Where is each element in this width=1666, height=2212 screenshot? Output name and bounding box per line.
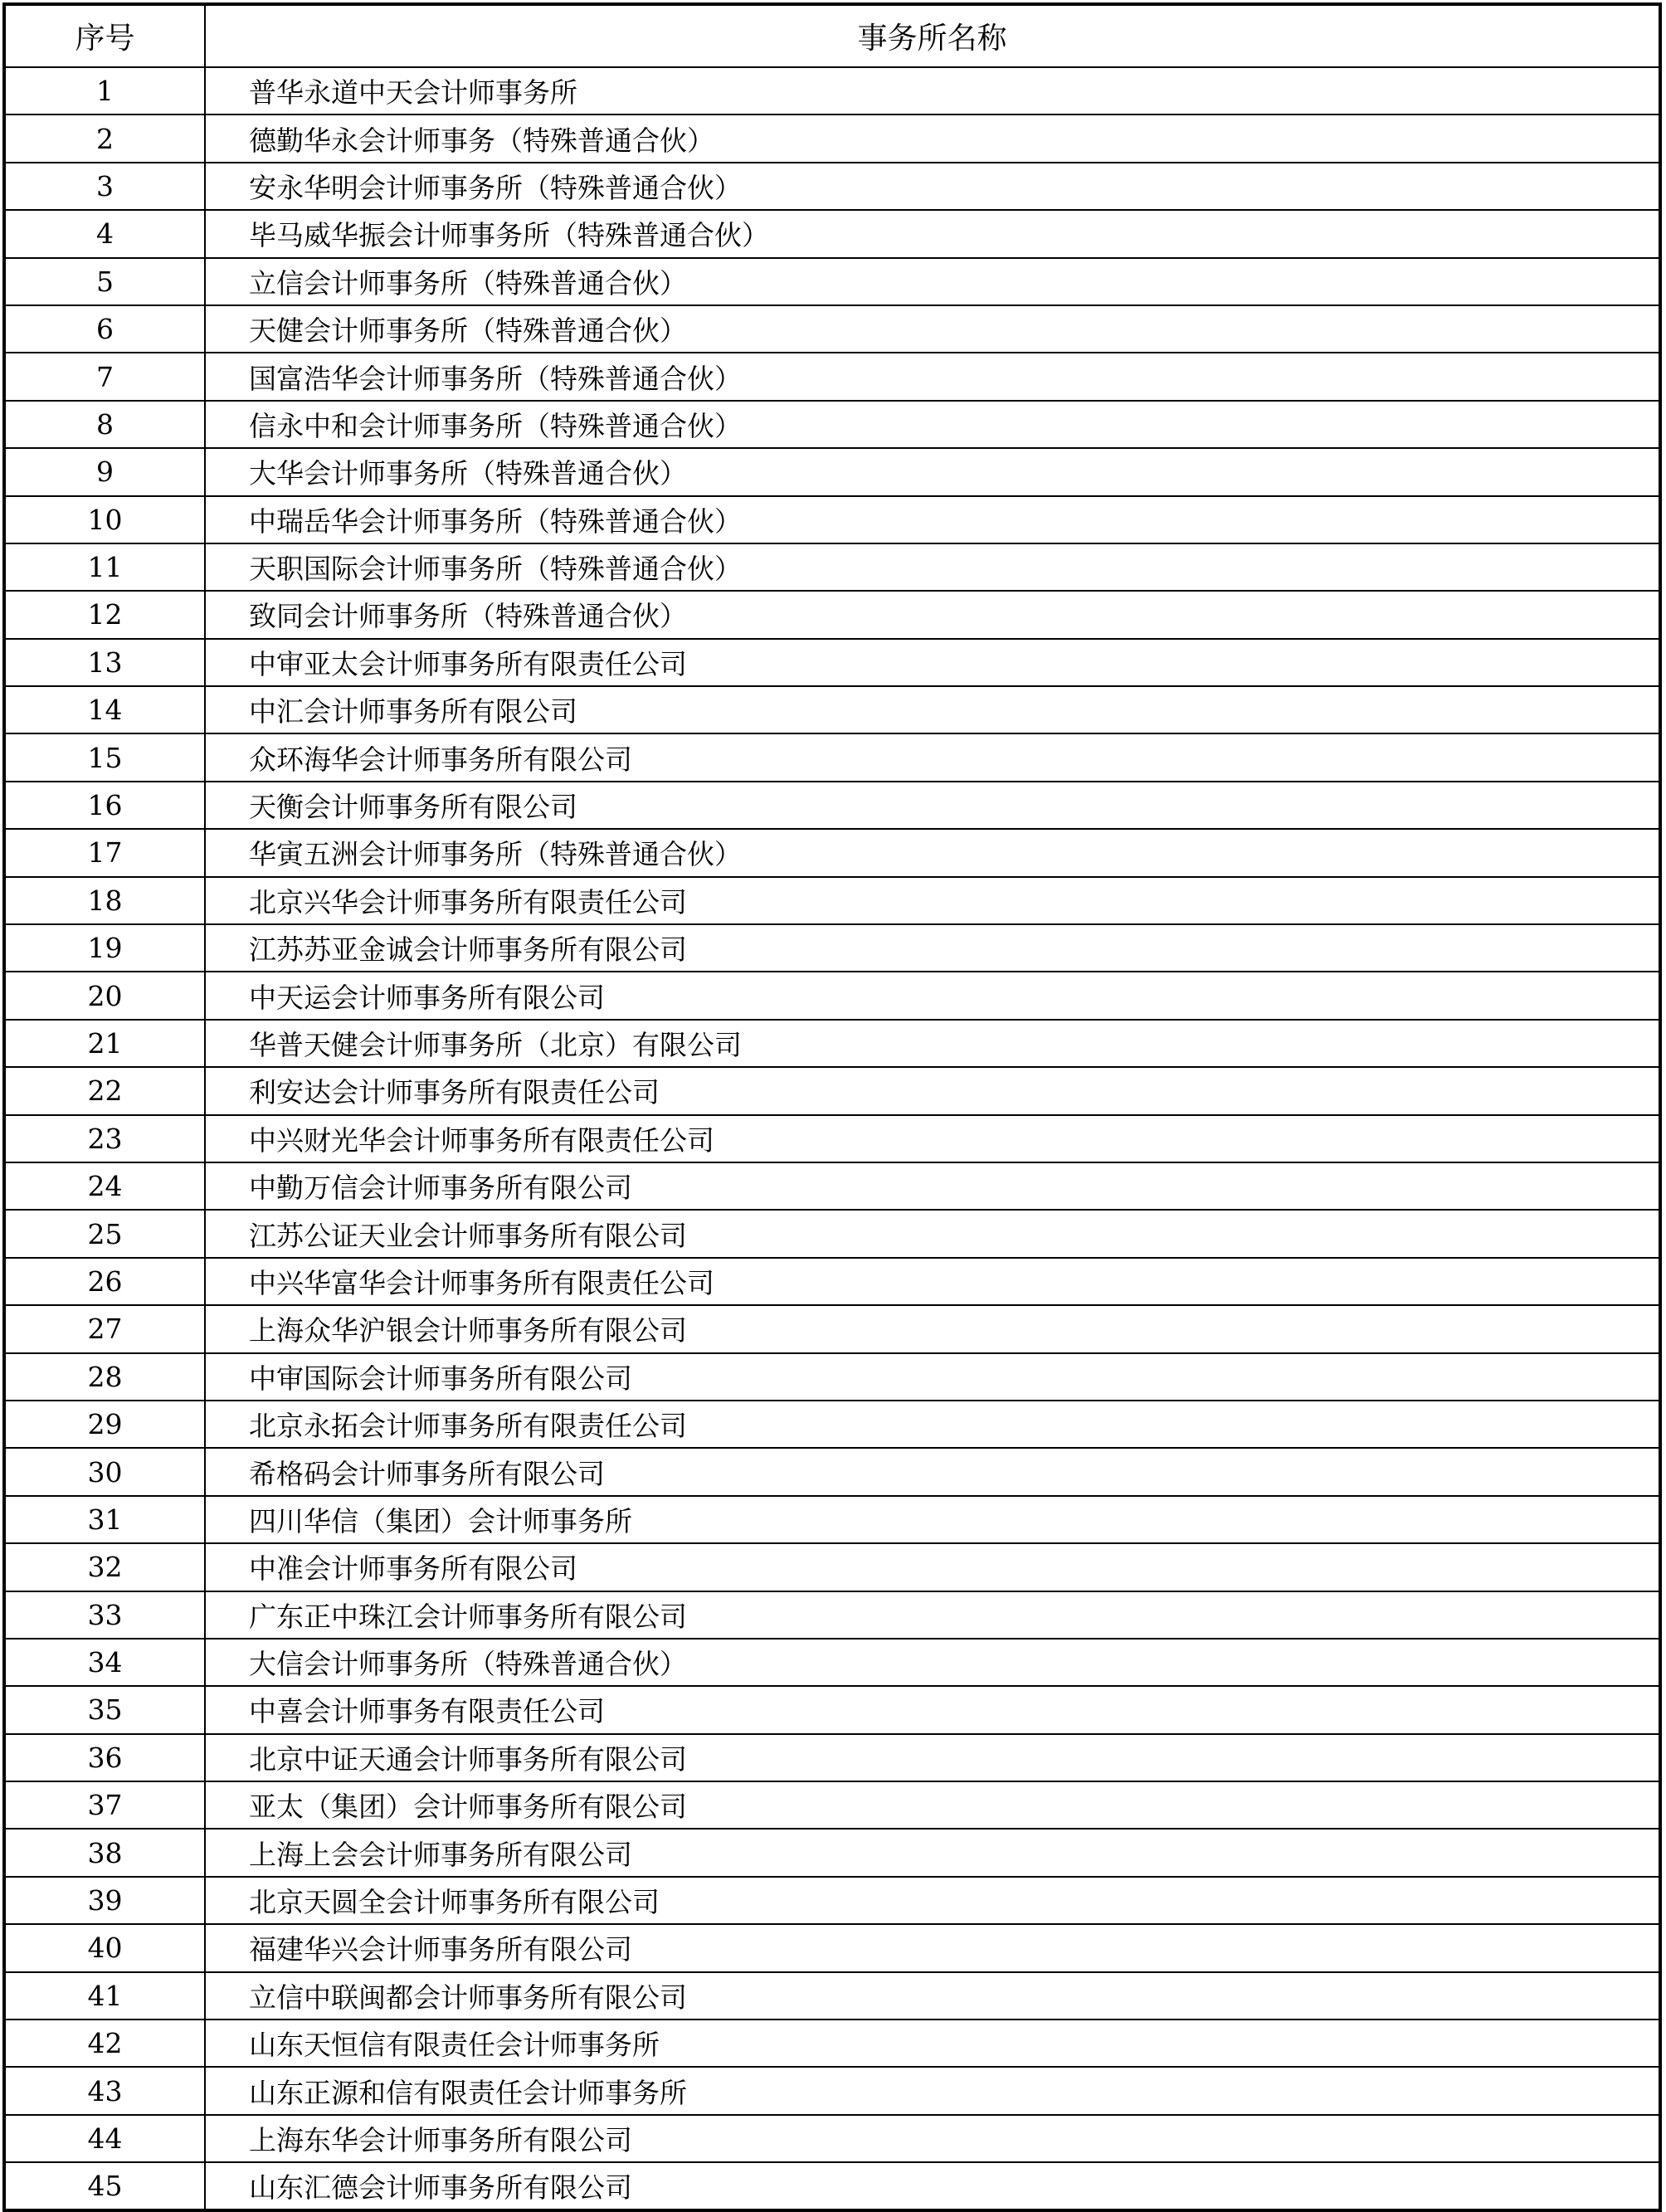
table-row (4, 353, 1660, 400)
serial-number-cell: 34 (4, 1639, 205, 1686)
table-row (4, 1305, 1660, 1352)
firm-name-cell: 北京天圆全会计师事务所有限公司 (205, 1877, 1660, 1924)
firm-name-cell: 中喜会计师事务有限责任公司 (205, 1686, 1660, 1733)
table-row (4, 1734, 1660, 1781)
firm-name-cell: 中天运会计师事务所有限公司 (205, 972, 1660, 1019)
firm-name-cell: 毕马威华振会计师事务所（特殊普通合伙） (205, 210, 1660, 257)
table-row (4, 829, 1660, 876)
serial-number-cell: 41 (4, 1972, 205, 2020)
firm-name-cell: 安永华明会计师事务所（特殊普通合伙） (205, 163, 1660, 210)
table-row (4, 1639, 1660, 1686)
firm-name-cell: 北京中证天通会计师事务所有限公司 (205, 1734, 1660, 1781)
table-row (4, 401, 1660, 448)
firm-name-cell: 华寅五洲会计师事务所（特殊普通合伙） (205, 829, 1660, 876)
serial-number-cell: 25 (4, 1210, 205, 1257)
firm-name-cell: 大信会计师事务所（特殊普通合伙） (205, 1639, 1660, 1686)
serial-number-cell: 15 (4, 733, 205, 781)
serial-number-cell: 42 (4, 2020, 205, 2067)
serial-number-cell: 17 (4, 829, 205, 876)
header-row (4, 4, 1660, 67)
firm-name-cell: 上海东华会计师事务所有限公司 (205, 2115, 1660, 2162)
table-row (4, 1258, 1660, 1305)
firm-name-cell: 山东天恒信有限责任会计师事务所 (205, 2020, 1660, 2067)
firm-name-cell: 江苏公证天业会计师事务所有限公司 (205, 1210, 1660, 1257)
table-row (4, 2020, 1660, 2067)
firm-name-cell: 德勤华永会计师事务（特殊普通合伙） (205, 114, 1660, 162)
serial-number-cell: 5 (4, 258, 205, 305)
serial-number-cell: 29 (4, 1401, 205, 1448)
serial-number-cell: 18 (4, 877, 205, 924)
table-row (4, 305, 1660, 353)
firm-name-cell: 立信会计师事务所（特殊普通合伙） (205, 258, 1660, 305)
table-row (4, 2162, 1660, 2210)
table-row (4, 496, 1660, 543)
firm-list-table (2, 2, 1662, 2212)
table-row (4, 1924, 1660, 1971)
table-row (4, 543, 1660, 591)
firm-name-cell: 上海众华沪银会计师事务所有限公司 (205, 1305, 1660, 1352)
firm-name-cell: 亚太（集团）会计师事务所有限公司 (205, 1781, 1660, 1829)
table-row (4, 2067, 1660, 2114)
table-row (4, 1115, 1660, 1162)
firm-name-cell: 北京兴华会计师事务所有限责任公司 (205, 877, 1660, 924)
serial-number-cell: 40 (4, 1924, 205, 1971)
serial-number-cell: 23 (4, 1115, 205, 1162)
serial-number-cell: 22 (4, 1067, 205, 1114)
serial-number-cell: 33 (4, 1591, 205, 1639)
table-row (4, 1210, 1660, 1257)
table-row (4, 163, 1660, 210)
serial-number-cell: 31 (4, 1496, 205, 1543)
firm-name-cell: 众环海华会计师事务所有限公司 (205, 733, 1660, 781)
firm-name-cell: 中准会计师事务所有限公司 (205, 1543, 1660, 1591)
serial-number-cell: 13 (4, 639, 205, 686)
firm-name-cell: 江苏苏亚金诚会计师事务所有限公司 (205, 924, 1660, 972)
serial-number-cell: 21 (4, 1020, 205, 1067)
table-row (4, 1020, 1660, 1067)
serial-number-cell: 11 (4, 543, 205, 591)
firm-name-cell: 大华会计师事务所（特殊普通合伙） (205, 448, 1660, 495)
table-row (4, 1686, 1660, 1733)
table-row (4, 1448, 1660, 1495)
firm-name-cell: 上海上会会计师事务所有限公司 (205, 1829, 1660, 1876)
serial-number-cell: 9 (4, 448, 205, 495)
serial-number-cell: 2 (4, 114, 205, 162)
firm-name-cell: 福建华兴会计师事务所有限公司 (205, 1924, 1660, 1971)
firm-name-cell: 国富浩华会计师事务所（特殊普通合伙） (205, 353, 1660, 400)
table-row (4, 972, 1660, 1019)
serial-number-cell: 19 (4, 924, 205, 972)
serial-number-cell: 37 (4, 1781, 205, 1829)
table-row (4, 639, 1660, 686)
firm-name-cell: 中瑞岳华会计师事务所（特殊普通合伙） (205, 496, 1660, 543)
serial-number-cell: 45 (4, 2162, 205, 2210)
table-row (4, 258, 1660, 305)
firm-name-cell: 中兴财光华会计师事务所有限责任公司 (205, 1115, 1660, 1162)
firm-name-cell: 普华永道中天会计师事务所 (205, 67, 1660, 114)
table-row (4, 210, 1660, 257)
table-row (4, 114, 1660, 162)
serial-number-cell: 8 (4, 401, 205, 448)
serial-number-cell: 28 (4, 1353, 205, 1401)
serial-number-cell: 32 (4, 1543, 205, 1591)
table-row (4, 1543, 1660, 1591)
table-row (4, 1162, 1660, 1210)
table-row (4, 1067, 1660, 1114)
firm-name-cell: 立信中联闽都会计师事务所有限公司 (205, 1972, 1660, 2020)
firm-name-cell: 山东汇德会计师事务所有限公司 (205, 2162, 1660, 2210)
firm-name-cell: 中审国际会计师事务所有限公司 (205, 1353, 1660, 1401)
header-serial-number: 序号 (4, 4, 205, 67)
table-row (4, 448, 1660, 495)
table-row (4, 2115, 1660, 2162)
firm-name-cell: 中汇会计师事务所有限公司 (205, 686, 1660, 733)
serial-number-cell: 1 (4, 67, 205, 114)
firm-name-cell: 中勤万信会计师事务所有限公司 (205, 1162, 1660, 1210)
serial-number-cell: 7 (4, 353, 205, 400)
table-row (4, 1877, 1660, 1924)
table-row (4, 733, 1660, 781)
serial-number-cell: 16 (4, 782, 205, 829)
firm-name-cell: 希格码会计师事务所有限公司 (205, 1448, 1660, 1495)
serial-number-cell: 43 (4, 2067, 205, 2114)
table-row (4, 924, 1660, 972)
table-row (4, 1496, 1660, 1543)
firm-name-cell: 华普天健会计师事务所（北京）有限公司 (205, 1020, 1660, 1067)
table-row (4, 67, 1660, 114)
serial-number-cell: 4 (4, 210, 205, 257)
table-row (4, 1401, 1660, 1448)
firm-name-cell: 山东正源和信有限责任会计师事务所 (205, 2067, 1660, 2114)
table-row (4, 877, 1660, 924)
table-row (4, 1972, 1660, 2020)
serial-number-cell: 26 (4, 1258, 205, 1305)
firm-name-cell: 天衡会计师事务所有限公司 (205, 782, 1660, 829)
serial-number-cell: 24 (4, 1162, 205, 1210)
serial-number-cell: 35 (4, 1686, 205, 1733)
firm-name-cell: 天职国际会计师事务所（特殊普通合伙） (205, 543, 1660, 591)
serial-number-cell: 39 (4, 1877, 205, 1924)
table-row (4, 1591, 1660, 1639)
serial-number-cell: 30 (4, 1448, 205, 1495)
table-row (4, 1353, 1660, 1401)
serial-number-cell: 20 (4, 972, 205, 1019)
table-header (4, 4, 1660, 67)
firm-name-cell: 利安达会计师事务所有限责任公司 (205, 1067, 1660, 1114)
serial-number-cell: 12 (4, 591, 205, 638)
serial-number-cell: 14 (4, 686, 205, 733)
table-row (4, 686, 1660, 733)
firm-name-cell: 中审亚太会计师事务所有限责任公司 (205, 639, 1660, 686)
table-row (4, 1781, 1660, 1829)
serial-number-cell: 27 (4, 1305, 205, 1352)
firm-name-cell: 天健会计师事务所（特殊普通合伙） (205, 305, 1660, 353)
table-body (4, 67, 1660, 2210)
header-firm-name: 事务所名称 (205, 4, 1660, 67)
serial-number-cell: 44 (4, 2115, 205, 2162)
serial-number-cell: 3 (4, 163, 205, 210)
firm-name-cell: 致同会计师事务所（特殊普通合伙） (205, 591, 1660, 638)
firm-name-cell: 信永中和会计师事务所（特殊普通合伙） (205, 401, 1660, 448)
serial-number-cell: 6 (4, 305, 205, 353)
serial-number-cell: 10 (4, 496, 205, 543)
firm-name-cell: 四川华信（集团）会计师事务所 (205, 1496, 1660, 1543)
serial-number-cell: 38 (4, 1829, 205, 1876)
firm-name-cell: 广东正中珠江会计师事务所有限公司 (205, 1591, 1660, 1639)
firm-name-cell: 中兴华富华会计师事务所有限责任公司 (205, 1258, 1660, 1305)
serial-number-cell: 36 (4, 1734, 205, 1781)
table-row (4, 782, 1660, 829)
table-row (4, 591, 1660, 638)
table-row (4, 1829, 1660, 1876)
firm-name-cell: 北京永拓会计师事务所有限责任公司 (205, 1401, 1660, 1448)
